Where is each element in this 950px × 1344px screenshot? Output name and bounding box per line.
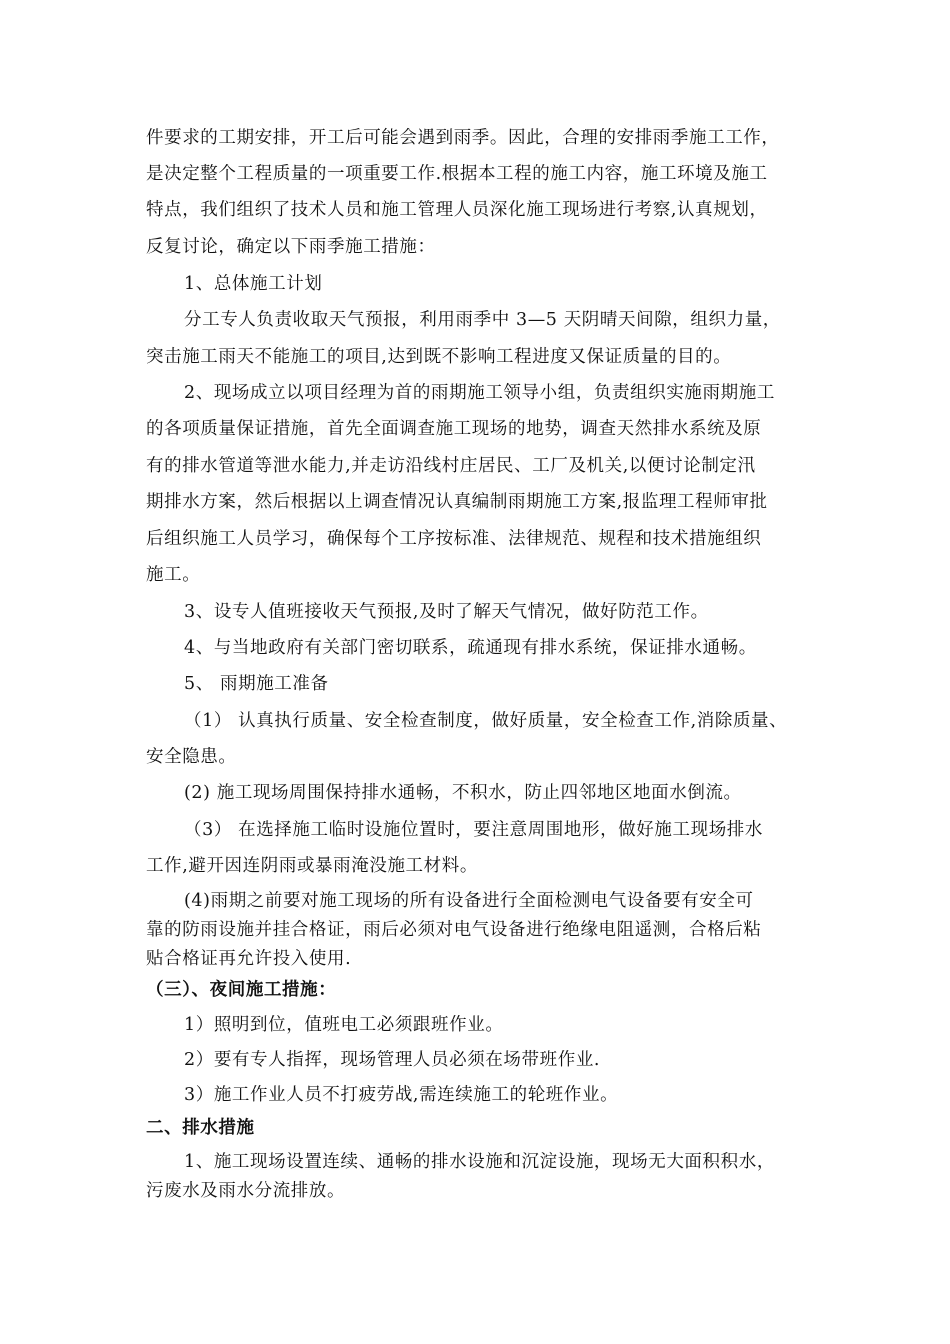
- paragraph-line: 是决定整个工程质量的一项重要工作.根据本工程的施工内容，施工环境及施工: [146, 164, 768, 184]
- paragraph-line: 2、现场成立以项目经理为首的雨期施工领导小组，负责组织实施雨期施工: [184, 383, 775, 403]
- paragraph-line: （3） 在选择施工临时设施位置时，要注意周围地形，做好施工现场排水: [184, 820, 763, 840]
- paragraph-line: 污废水及雨水分流排放。: [146, 1181, 346, 1201]
- paragraph-line: 3）施工作业人员不打疲劳战,需连续施工的轮班作业。: [184, 1085, 619, 1105]
- paragraph-line: 突击施工雨天不能施工的项目,达到既不影响工程进度又保证质量的目的。: [146, 347, 732, 367]
- section-heading: 5、 雨期施工准备: [184, 674, 329, 694]
- paragraph-line: 靠的防雨设施并挂合格证，雨后必须对电气设备进行绝缘电阻遥测，合格后粘: [146, 920, 762, 940]
- paragraph-line: 1、施工现场设置连续、通畅的排水设施和沉淀设施，现场无大面积积水，: [184, 1152, 775, 1172]
- paragraph-line: 特点，我们组织了技术人员和施工管理人员深化施工现场进行考察,认真规划，: [146, 200, 768, 220]
- paragraph-line: 有的排水管道等泄水能力,并走访沿线村庄居民、工厂及机关,以便讨论制定汛: [146, 456, 756, 476]
- section-heading: 1、总体施工计划: [184, 274, 323, 294]
- paragraph-line: 施工。: [146, 565, 201, 585]
- paragraph-line: 反复讨论，确定以下雨季施工措施：: [146, 237, 436, 257]
- section-heading-night-construction: （三）、夜间施工措施：: [146, 980, 337, 1000]
- paragraph-line: (2) 施工现场周围保持排水通畅，不积水，防止四邻地区地面水倒流。: [184, 783, 742, 803]
- paragraph-line: 后组织施工人员学习，确保每个工序按标准、法律规范、规程和技术措施组织: [146, 529, 762, 549]
- paragraph-line: (4)雨期之前要对施工现场的所有设备进行全面检测电气设备要有安全可: [184, 891, 754, 911]
- paragraph-line: 4、与当地政府有关部门密切联系，疏通现有排水系统，保证排水通畅。: [184, 638, 757, 658]
- paragraph-line: 2）要有专人指挥，现场管理人员必须在场带班作业.: [184, 1050, 601, 1070]
- paragraph-line: 件要求的工期安排，开工后可能会遇到雨季。因此，合理的安排雨季施工工作，: [146, 128, 780, 148]
- paragraph-line: 的各项质量保证措施，首先全面调查施工现场的地势，调查天然排水系统及原: [146, 419, 762, 439]
- paragraph-line: 贴合格证再允许投入使用.: [146, 949, 352, 969]
- section-heading-drainage: 二、排水措施: [146, 1118, 255, 1138]
- paragraph-line: （1） 认真执行质量、安全检查制度，做好质量，安全检查工作,消除质量、: [184, 711, 788, 731]
- paragraph-line: 3、设专人值班接收天气预报,及时了解天气情况，做好防范工作。: [184, 602, 709, 622]
- paragraph-line: 1）照明到位，值班电工必须跟班作业。: [184, 1015, 504, 1035]
- paragraph-line: 工作,避开因连阴雨或暴雨淹没施工材料。: [146, 856, 478, 876]
- paragraph-line: 分工专人负责收取天气预报，利用雨季中 3—5 天阴晴天间隙，组织力量，: [184, 310, 781, 330]
- paragraph-line: 期排水方案，然后根据以上调查情况认真编制雨期施工方案,报监理工程师审批: [146, 492, 768, 512]
- paragraph-line: 安全隐患。: [146, 747, 237, 767]
